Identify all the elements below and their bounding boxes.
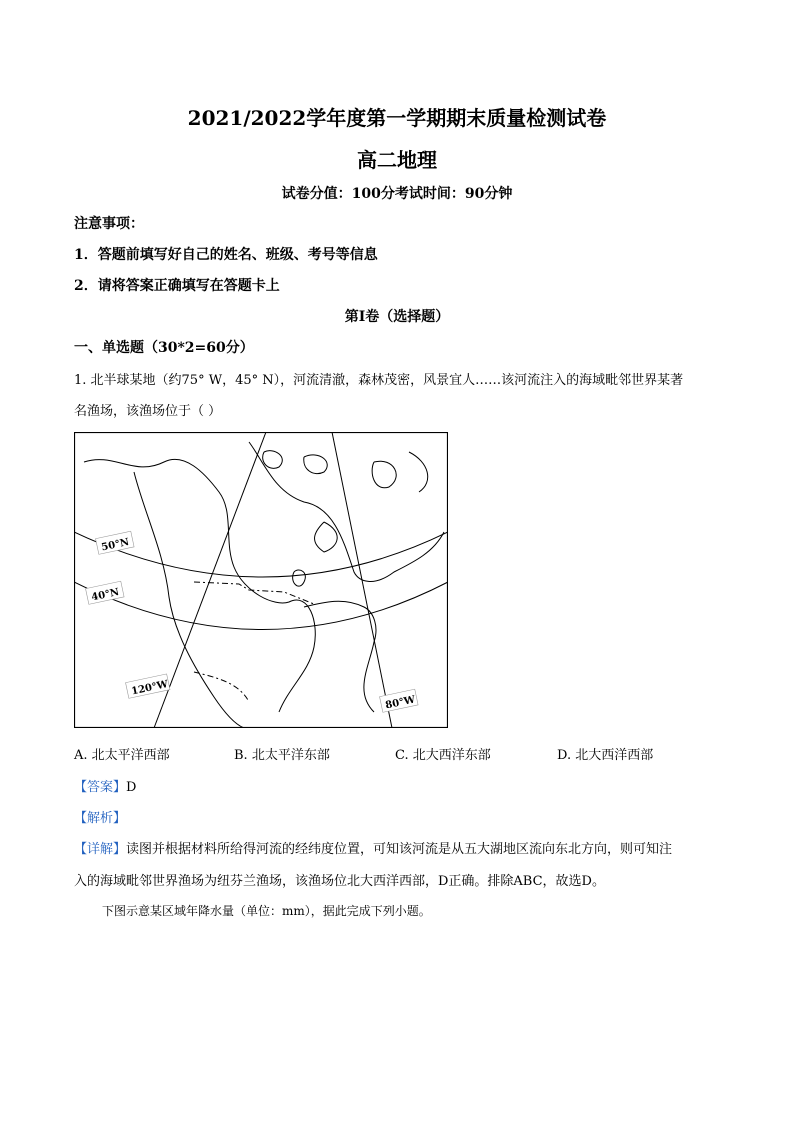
option-d: D. 北大西洋西部 — [557, 748, 654, 763]
question-1-line-1: 1. 北半球某地（约75° W，45° N），河流清澈，森林茂密，风景宜人……该河流注入的海域毗邻世界某著 — [74, 373, 684, 388]
option-a: A. 北太平洋西部 — [74, 748, 170, 763]
answer-tag: 【答案】 — [74, 780, 127, 795]
label-50n: 50°N — [100, 536, 131, 554]
analysis-tag-text: 【解析】 — [74, 811, 127, 826]
answer-value: D — [126, 780, 137, 795]
label-40n: 40°N — [90, 586, 121, 604]
exam-subject: 高二地理 — [357, 148, 437, 172]
note-item-2: 2．请将答案正确填写在答题卡上 — [74, 278, 280, 294]
north-america-map — [74, 432, 448, 728]
detail-tag: 【详解】 — [74, 842, 127, 857]
notes-heading: 注意事项： — [74, 216, 144, 232]
answer-line — [74, 776, 136, 795]
detail-text-1: 读图并根据材料所给得河流的经纬度位置，可知该河流是从五大湖地区流向东北方向，则可知注 — [126, 842, 673, 857]
detail-line-1 — [74, 838, 672, 857]
detail-line-2: 入的海域毗邻世界渔场为纽芬兰渔场，该渔场位北大西洋西部，D正确。排除ABC，故选D。 — [74, 874, 605, 889]
note-item-1: 1．答题前填写好自己的姓名、班级、考号等信息 — [74, 247, 378, 263]
analysis-tag — [74, 807, 126, 826]
option-c: C. 北大西洋东部 — [395, 748, 491, 763]
label-120w: 120°W — [130, 679, 170, 698]
volume-heading: 第I卷（选择题） — [344, 309, 450, 325]
question-1-line-2: 名渔场，该渔场位于（ ） — [74, 404, 222, 419]
label-80w: 80°W — [384, 694, 417, 712]
next-question-intro: 下图示意某区域年降水量（单位：mm），据此完成下列小题。 — [102, 904, 431, 918]
exam-title: 2021/2022学年度第一学期期末质量检测试卷 — [187, 106, 607, 130]
section-heading: 一、单选题（30*2=60分） — [74, 340, 254, 356]
exam-meta: 试卷分值：100分考试时间：90分钟 — [281, 186, 513, 202]
map-figure — [74, 432, 448, 728]
option-b: B. 北太平洋东部 — [234, 748, 330, 763]
